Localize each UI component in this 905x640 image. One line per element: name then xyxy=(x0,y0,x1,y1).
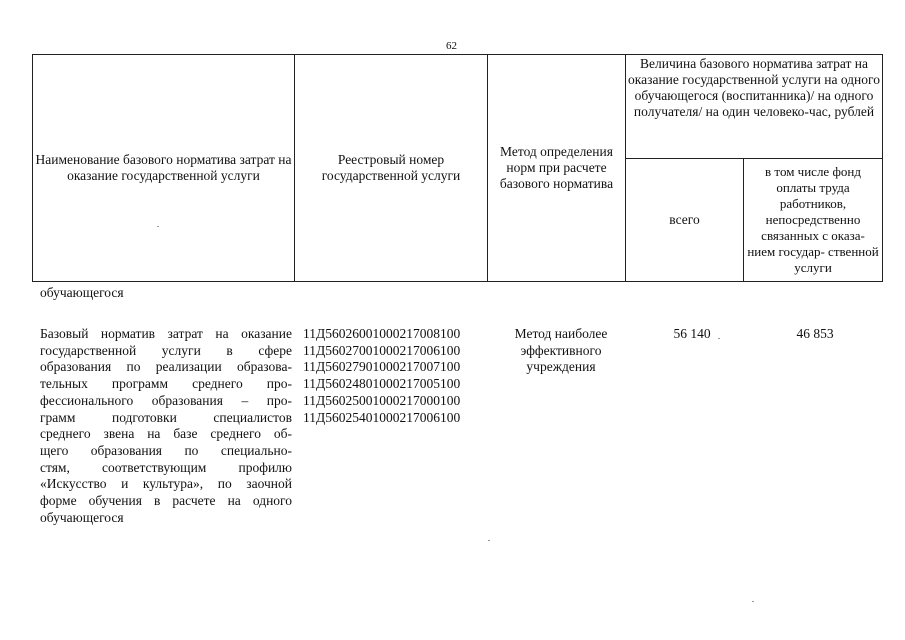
row-name-line: фессионального образования – про- xyxy=(40,392,292,408)
header-registry-cell xyxy=(295,55,488,282)
header-method-cell xyxy=(488,55,626,282)
registry-number: 11Д56026001000217008100 xyxy=(303,326,461,341)
row-registry-numbers xyxy=(303,326,488,426)
scan-speck xyxy=(752,601,754,602)
row-fund: 46 853 xyxy=(796,326,834,341)
row-name-line: Базовый норматив затрат на оказание xyxy=(40,326,292,341)
row-name-line: «Искусство и культура», по заочной xyxy=(40,476,292,492)
registry-number: 11Д56025401000217006100 xyxy=(303,409,461,425)
row-name-line: обучающегося xyxy=(40,509,124,525)
header-total-label: всего xyxy=(669,212,700,227)
header-name-label: Наименование базового норматива затрат на оказание государственной услуги xyxy=(35,152,292,183)
page-number: 62 xyxy=(446,40,457,52)
carryover-text: обучающегося xyxy=(40,285,124,300)
registry-number: 11Д56027001000217006100 xyxy=(303,342,461,358)
header-fund-label: в том числе фонд оплаты труда работников, непосредственно связанных с оказа- нием государ- ственной услуги xyxy=(747,164,879,275)
header-table xyxy=(32,54,883,282)
row-total: 56 140 xyxy=(673,326,711,341)
header-registry-label: Реестровый номер государственной услуги xyxy=(321,152,461,183)
registry-number: 11Д56024801000217005100 xyxy=(303,376,461,392)
row-name-line: щего образования по специально- xyxy=(40,442,292,458)
scan-speck xyxy=(488,540,490,541)
header-name-cell xyxy=(33,55,295,282)
header-value-cell xyxy=(626,55,883,159)
scan-speck xyxy=(718,338,720,339)
scan-speck xyxy=(157,226,159,227)
registry-number: 11Д56025001000217000100 xyxy=(303,392,461,408)
registry-number: 11Д56027901000217007100 xyxy=(303,359,461,375)
row-name-line: стям, соответствующим профилю xyxy=(40,459,292,475)
row-name-line: грамм подготовки специалистов xyxy=(40,409,292,425)
row-name-line: государственной услуги в сфере xyxy=(40,342,292,358)
row-name xyxy=(40,326,292,526)
header-value-label: Величина базового норматива затрат на оказание государственной услуги на одного обучающегося (воспитанника)/ на одного получателя/ на один человеко-час, рублей xyxy=(628,56,880,119)
header-fund-cell xyxy=(744,159,883,282)
row-method: Метод наиболее эффективного учреждения xyxy=(514,326,608,375)
row-name-line: форме обучения в расчете на одного xyxy=(40,493,292,509)
row-name-line: тельных программ среднего про- xyxy=(40,376,292,392)
row-name-line: среднего звена на базе среднего об- xyxy=(40,426,292,442)
row-name-line: образования по реализации образова- xyxy=(40,359,292,375)
header-method-label: Метод определения норм при расчете базового норматива xyxy=(499,144,614,191)
header-total-cell xyxy=(626,159,744,282)
